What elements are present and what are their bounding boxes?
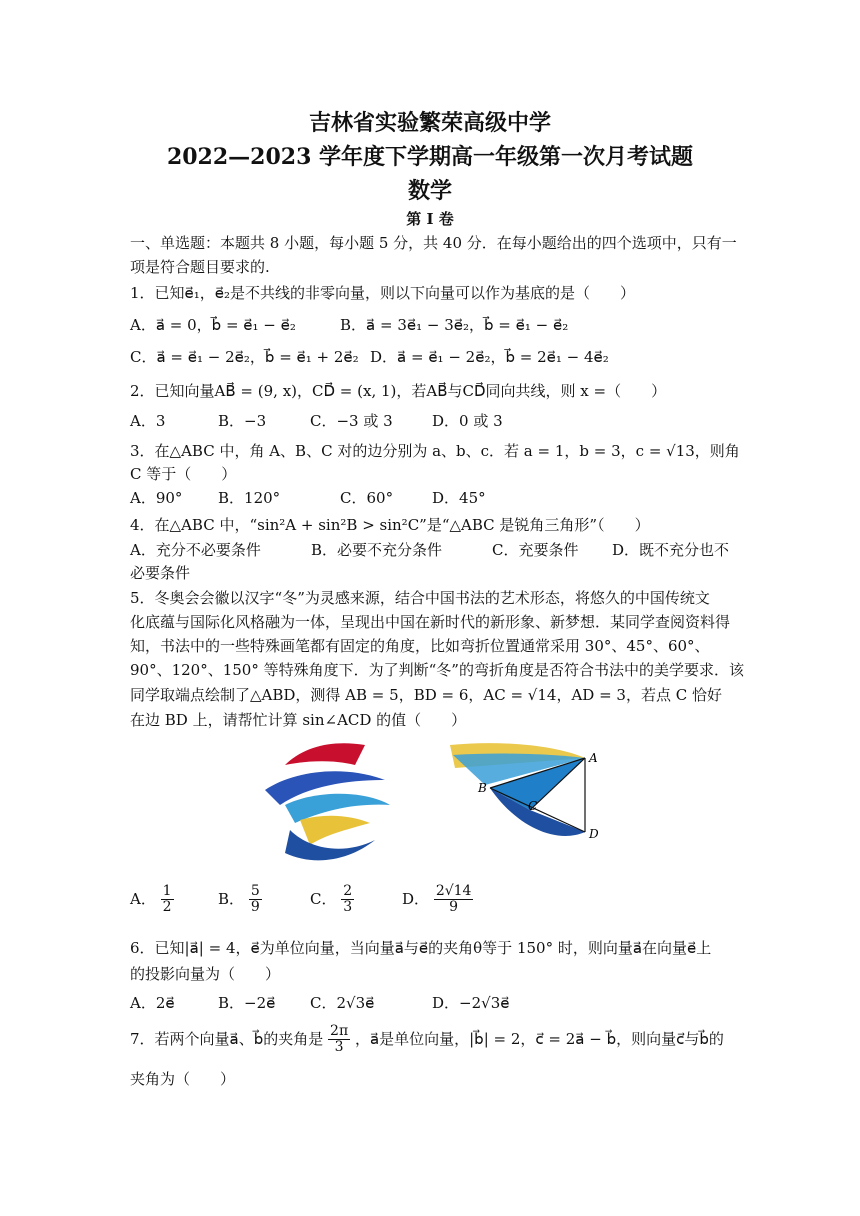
q6-option-b: B．−2e⃗ bbox=[218, 994, 276, 1012]
winter-olympics-emblem-figure bbox=[255, 735, 395, 870]
q5-line6: 在边 BD 上，请帮忙计算 sin∠ACD 的值（ ） bbox=[130, 711, 467, 729]
q2-option-a: A．3 bbox=[130, 412, 166, 430]
q6-option-c: C．2√3e⃗ bbox=[310, 994, 375, 1012]
q6-line1: 6．已知|a⃗| = 4，e⃗为单位向量，当向量a⃗与e⃗的夹角θ等于 150° 时，则向量a⃗在向量e⃗上 bbox=[130, 939, 712, 957]
q6-option-a: A．2e⃗ bbox=[130, 994, 175, 1012]
volume-title: 第 I 卷 bbox=[406, 210, 454, 228]
label-b: B bbox=[478, 781, 487, 795]
q2-stem: 2．已知向量AB⃗ = (9, x)，CD⃗ = (x, 1)，若AB⃗与CD⃗同向共线，则 x =（ ） bbox=[130, 382, 667, 400]
q1-stem: 1．已知e⃗₁，e⃗₂是不共线的非零向量，则以下向量可以作为基底的是（ ） bbox=[130, 284, 636, 302]
q1-option-d: D．a⃗ = e⃗₁ − 2e⃗₂，b⃗ = 2e⃗₁ − 4e⃗₂ bbox=[370, 348, 609, 366]
q5-option-a: A． $\frac{1}{2}$ bbox=[130, 883, 172, 916]
q7-line2: 夹角为（ ） bbox=[130, 1070, 236, 1088]
q5-line5: 同学取端点绘制了△ABD，测得 AB = 5，BD = 6，AC = √14，AD = 3，若点 C 恰好 bbox=[130, 686, 722, 704]
q5-option-b: B． $\frac{5}{9}$ bbox=[218, 883, 260, 916]
q5-line1: 5．冬奥会会徽以汉字“冬”为灵感来源，结合中国书法的艺术形态，将悠久的中国传统文 bbox=[130, 589, 710, 607]
q4-option-c: C．充要条件 bbox=[492, 541, 579, 559]
label-d: D bbox=[589, 827, 599, 841]
q4-option-b: B．必要不充分条件 bbox=[311, 541, 443, 559]
red-stroke bbox=[285, 743, 365, 765]
q6-option-d: D．−2√3e⃗ bbox=[432, 994, 510, 1012]
q2-option-c: C．−3 或 3 bbox=[310, 412, 393, 430]
q1-option-c: C．a⃗ = e⃗₁ − 2e⃗₂，b⃗ = e⃗₁ + 2e⃗₂ bbox=[130, 348, 359, 366]
q2-option-b: B．−3 bbox=[218, 412, 267, 430]
yellow-stroke bbox=[300, 816, 370, 845]
exam-title: 2022—2023 学年度下学期高一年级第一次月考试题 bbox=[166, 144, 694, 170]
section-intro-line1: 一、单选题：本题共 8 小题，每小题 5 分，共 40 分．在每小题给出的四个选项中，只有一 bbox=[130, 234, 737, 252]
q3-option-c: C．60° bbox=[340, 489, 394, 507]
q3-option-a: A．90° bbox=[130, 489, 183, 507]
q3-option-d: D．45° bbox=[432, 489, 486, 507]
q4-option-d: D．既不充分也不 bbox=[612, 541, 730, 559]
label-c: C bbox=[528, 799, 538, 813]
q5-option-c: C． $\frac{2}{3}$ bbox=[310, 883, 353, 916]
school-title: 吉林省实验繁荣高级中学 bbox=[308, 110, 551, 136]
q6-line2: 的投影向量为（ ） bbox=[130, 965, 281, 983]
q3-stem-line1: 3．在△ABC 中，角 A、B、C 对的边分别为 a、b、c．若 a = 1，b = 3，c = √13，则角 bbox=[130, 442, 740, 460]
q5-option-d: D． $\frac{2√14}{9}$ bbox=[402, 883, 472, 916]
q4-stem: 4．在△ABC 中，“sin²A + sin²B > sin²C”是“△ABC 是锐角三角形”（ ） bbox=[130, 516, 650, 534]
q5-line3: 知，书法中的一些特殊画笔都有固定的角度，比如弯折位置通常采用 30°、45°、60°、 bbox=[130, 637, 710, 655]
triangle-abd-figure bbox=[445, 740, 605, 875]
section-intro-line2: 项是符合题目要求的. bbox=[130, 258, 270, 276]
q5-line2: 化底蕴与国际化风格融为一体，呈现出中国在新时代的新形象、新梦想．某同学查阅资料得 bbox=[130, 613, 731, 631]
q2-option-d: D．0 或 3 bbox=[432, 412, 503, 430]
label-a: A bbox=[589, 751, 598, 765]
subject-title: 数学 bbox=[407, 178, 452, 204]
q5-line4: 90°、120°、150° 等特殊角度下．为了判断“冬”的弯折角度是否符合书法中的美学要求．该 bbox=[130, 661, 744, 679]
q1-option-a: A．a⃗ = 0，b⃗ = e⃗₁ − e⃗₂ bbox=[130, 316, 296, 334]
q7-line1: 7．若两个向量a⃗、b⃗的夹角是 $\frac{2\pi}{3}$ ，a⃗是单位向量，|b⃗| = 2，c⃗ = 2a⃗ − b⃗，则向量c⃗与b⃗的 bbox=[130, 1023, 724, 1056]
q1-option-b: B．a⃗ = 3e⃗₁ − 3e⃗₂，b⃗ = e⃗₁ − e⃗₂ bbox=[340, 316, 569, 334]
q4-option-d-continued: 必要条件 bbox=[130, 564, 191, 582]
q3-stem-line2: C 等于（ ） bbox=[130, 465, 237, 483]
q4-option-a: A．充分不必要条件 bbox=[130, 541, 261, 559]
q3-option-b: B．120° bbox=[218, 489, 281, 507]
